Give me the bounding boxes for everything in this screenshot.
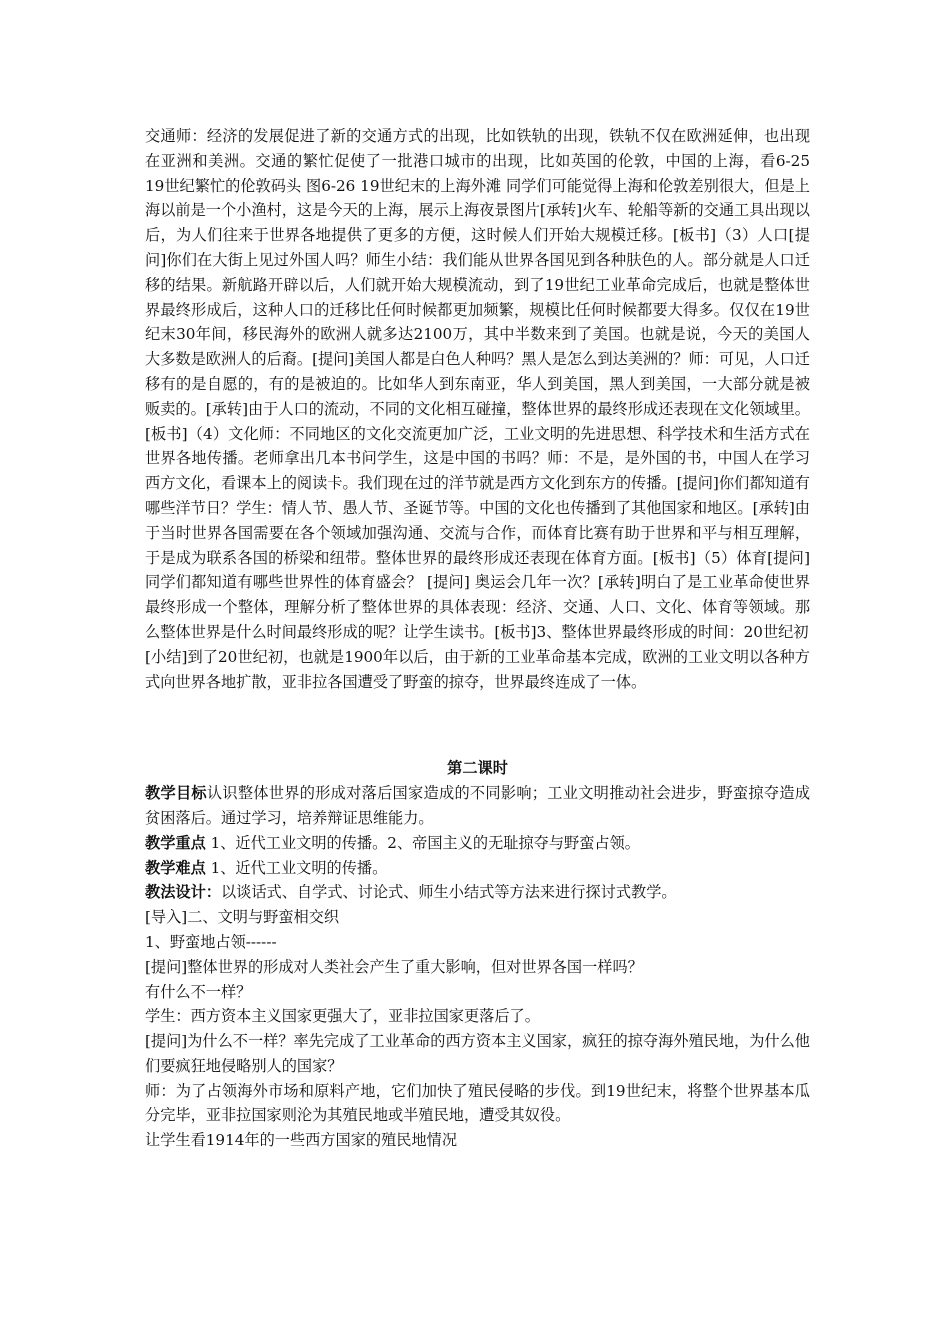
- teaching-goal: [145, 781, 810, 831]
- teaching-goal-label: 教学目标: [145, 784, 207, 803]
- lesson-summary-paragraph: [小结]到了20世纪初，也就是1900年以后，由于新的工业革命基本完成，欧洲的工业文明以各种方式向世界各地扩散，亚非拉各国遭受了野蛮的掠夺，世界最终连成了一体。: [145, 647, 810, 691]
- lesson-paragraph-transport-population-culture: 交通师：经济的发展促进了新的交通方式的出现，比如铁轨的出现，铁轨不仅在欧洲延伸，也出现在亚洲和美洲。交通的繁忙促使了一批港口城市的出现，比如英国的伦敦，中国的上海，看6-25 19世纪繁忙的伦敦码头 图6-26 19世纪末的上海外滩 同学们可能觉得上海和伦敦差别很大，但是上海以前是一个小渔村，这是今天的上海，展示上海夜景图片[承转]火车、轮船等新的交通工具出现以后，为人们往来于世界各地提供了更多的方便，这时候人们开始大规模迁移。[板书]（3）人口[提问]你们在大街上见过外国人吗？师生小结：我们能从世界各国见到各种肤色的人。部分就是人口迁移的结果。新航路开辟以后，人们就开始大规模流动，到了19世纪工业革命完成后，也就是整体世界最终形成后，这种人口的迁移比任何时候都更加频繁，规模比任何时候都要大得多。仅仅在19世纪末30年间，移民海外的欧洲人就多达2100万，其中半数来到了美国。也就是说，今天的美国人大多数是欧洲人的后裔。[提问]美国人都是白色人种吗？黑人是怎么到达美洲的？师：可见，人口迁移有的是自愿的，有的是被迫的。比如华人到东南亚，华人到美国，黑人到美国，一大部分就是被贩卖的。[承转]由于人口的流动，不同的文化相互碰撞，整体世界的最终形成还表现在文化领域里。[板书]（4）文化师：不同地区的文化交流更加广泛，工业文明的先进思想、科学技术和生活方式在世界各地传播。老师拿出几本书问学生，这是中国的书吗？师：不是，是外国的书，中国人在学习西方文化，看课本上的阅读卡。我们现在过的洋节就是西方文化到东方的传播。[提问]你们都知道有哪些洋节日？学生：情人节、愚人节、圣诞节等。中国的文化也传播到了其他国家和地区。[承转]由于当时世界各国需要在各个领域加强沟通、交流与合作，而体育比赛有助于世界和平与相互理解，于是成为联系各国的桥梁和纽带。整体世界的最终形成还表现在体育方面。[板书]（5）体育[提问]同学们都知道有哪些世界性的体育盛会？ [提问] 奥运会几年一次？[承转]明白了是工业革命使世界最终形成一个整体，理解分析了整体世界的具体表现：经济、交通、人口、文化、体育等领域。那么整体世界是什么时间最终形成的呢？让学生读书。[板书]3、整体世界最终形成的时间：20世纪初: [145, 127, 810, 641]
- lesson-line-teacher-answer: 师：为了占领海外市场和原料产地，它们加快了殖民侵略的步伐。到19世纪末，将整个世界基本瓜分完毕，亚非拉国家则沦为其殖民地或半殖民地，遭受其奴役。: [145, 1081, 810, 1125]
- teaching-difficulty: [145, 856, 810, 881]
- lesson-line-question-2: [提问]为什么不一样？率先完成了工业革命的西方资本主义国家，疯狂的掠夺海外殖民地，为什么他们要疯狂地侵略别人的国家？: [145, 1032, 810, 1075]
- lesson-line-activity: 让学生看1914年的一些西方国家的殖民地情况: [145, 1131, 458, 1150]
- lesson-line-heading: 1、野蛮地占领------: [145, 932, 277, 951]
- second-lesson-title: 第二课时: [447, 759, 508, 778]
- teaching-difficulty-text: 1、近代工业文明的传播。: [205, 858, 388, 877]
- lesson-line-intro: [导入]二、文明与野蛮相交织: [145, 908, 340, 927]
- teaching-goal-text: 认识整体世界的形成对落后国家造成的不同影响；工业文明推动社会进步，野蛮掠夺造成贫困落后。通过学习，培养辩证思维能力。: [145, 784, 811, 827]
- teaching-method: [145, 880, 810, 905]
- teaching-focus: [145, 831, 810, 856]
- teaching-method-text: 以谈话式、自学式、讨论式、师生小结式等方法来进行探讨式教学。: [220, 883, 677, 902]
- lesson-line-student-answer: 学生：西方资本主义国家更强大了，亚非拉国家更落后了。: [145, 1007, 540, 1026]
- teaching-focus-text: 1、近代工业文明的传播。2、帝国主义的无耻掠夺与野蛮占领。: [205, 833, 640, 852]
- teaching-difficulty-label: 教学难点: [145, 858, 206, 877]
- section-gap: [145, 694, 810, 756]
- lesson-line-question-1: [提问]整体世界的形成对人类社会产生了重大影响，但对世界各国一样吗？: [145, 957, 643, 976]
- teaching-focus-label: 教学重点: [145, 833, 206, 852]
- teaching-method-label: 教法设计：: [145, 883, 221, 902]
- document-page: [145, 124, 810, 1153]
- lesson-line-question-1b: 有什么不一样？: [145, 982, 252, 1001]
